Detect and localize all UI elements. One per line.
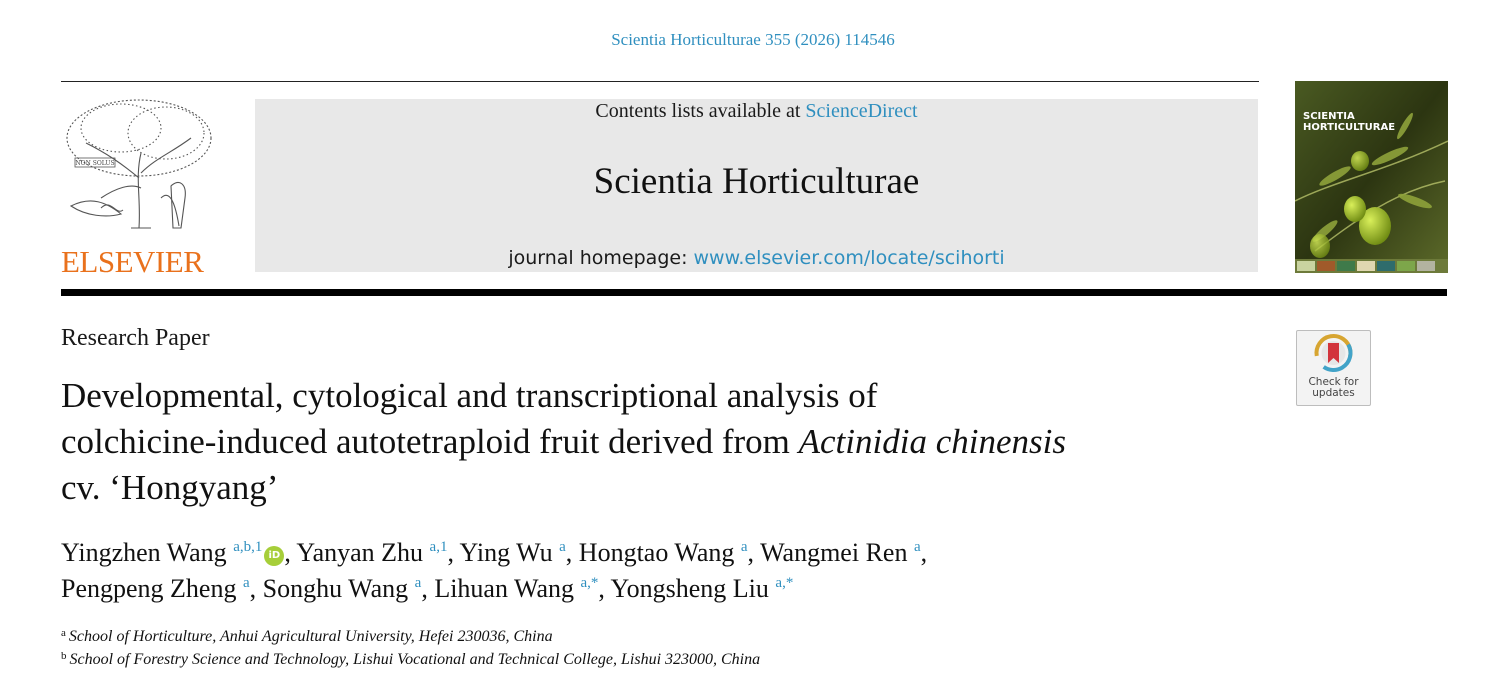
svg-text:NON SOLUS: NON SOLUS — [75, 160, 115, 167]
author-affiliation-marker[interactable]: a,b,1 — [233, 539, 263, 555]
author-name[interactable]: Yingzhen Wang — [61, 538, 227, 567]
title-line-1: Developmental, cytological and transcriptional analysis of — [61, 376, 878, 415]
author-name[interactable]: Wangmei Ren — [760, 538, 908, 567]
title-line-3: cv. ‘Hongyang’ — [61, 468, 279, 507]
orcid-icon[interactable]: iD — [264, 546, 284, 566]
homepage-prefix: journal homepage: — [508, 247, 694, 269]
author-name[interactable]: Pengpeng Zheng — [61, 574, 237, 603]
cover-title-line2: HORTICULTURAE — [1303, 122, 1396, 133]
author-name[interactable]: Songhu Wang — [262, 574, 409, 603]
sciencedirect-link[interactable]: ScienceDirect — [805, 100, 918, 122]
author-name[interactable]: Lihuan Wang — [434, 574, 574, 603]
affiliation-b — [61, 651, 760, 669]
author-affiliation-marker[interactable]: a — [559, 539, 566, 555]
author-affiliation-marker[interactable]: a — [740, 539, 748, 555]
olive-branch-icon — [1295, 81, 1448, 273]
author-name[interactable]: Ying Wu — [459, 538, 553, 567]
author-name[interactable]: Hongtao Wang — [578, 538, 735, 567]
publisher-name[interactable]: ELSEVIER — [61, 244, 204, 279]
affiliation-a — [61, 628, 553, 646]
author-affiliation-marker[interactable]: a — [242, 575, 250, 591]
tree-icon — [61, 98, 217, 238]
author-name[interactable]: Yongsheng Liu — [610, 574, 769, 603]
author-name[interactable]: Yanyan Zhu — [296, 538, 424, 567]
author-list: Yingzhen Wang $^{a,b,1}$iD , Yanyan Zhu $^{a,1}$, Ying Wu $^a$, Hongtao Wang $^a$, Wangmei Ren $^a$, Pengpeng Zheng $^a$, Songhu Wang $^a$, Lihuan Wang $^{a,*}$, Yongsheng Liu $^{a,*}$ — [61, 538, 928, 603]
journal-citation[interactable]: Scientia Horticulturae 355 (2026) 114546 — [611, 30, 895, 49]
check-updates-line2: updates — [1312, 387, 1355, 399]
contents-line — [255, 100, 1258, 123]
header-divider — [61, 289, 1447, 296]
journal-title[interactable]: Scientia Horticulturae — [593, 161, 920, 202]
article-type: Research Paper — [61, 325, 210, 351]
affiliation-marker: b — [61, 650, 67, 662]
check-updates-line1: Check for — [1308, 376, 1359, 388]
cover-title-line1: SCIENTIA — [1303, 111, 1355, 122]
author-affiliation-marker[interactable]: a — [913, 539, 921, 555]
author-affiliation-marker[interactable]: a,* — [580, 575, 599, 591]
contents-prefix: Contents lists available at — [595, 100, 806, 122]
affiliation-text: School of Forestry Science and Technology, Lishui Vocational and Technical College, Lishui 323000, China — [69, 651, 761, 668]
check-for-updates-button[interactable] — [1296, 330, 1371, 406]
species-name: Actinidia chinensis — [798, 422, 1066, 461]
check-updates-label — [1297, 377, 1370, 399]
affiliation-marker: a — [61, 627, 66, 639]
title-line-2: colchicine-induced autotetraploid fruit derived from — [61, 422, 799, 461]
cover-title — [1303, 111, 1395, 133]
affiliation-text: School of Horticulture, Anhui Agricultural University, Hefei 230036, China — [68, 628, 553, 645]
journal-cover-image[interactable] — [1295, 81, 1448, 273]
author-affiliation-marker[interactable]: a,1 — [429, 539, 448, 555]
bookmark-icon — [1297, 331, 1370, 377]
author-affiliation-marker[interactable]: a — [414, 575, 422, 591]
article-title — [61, 373, 1241, 511]
author-affiliation-marker[interactable]: a,* — [775, 575, 794, 591]
journal-homepage-link[interactable]: www.elsevier.com/locate/scihorti — [693, 247, 1005, 269]
journal-homepage-line — [255, 247, 1258, 269]
top-divider — [61, 81, 1259, 82]
